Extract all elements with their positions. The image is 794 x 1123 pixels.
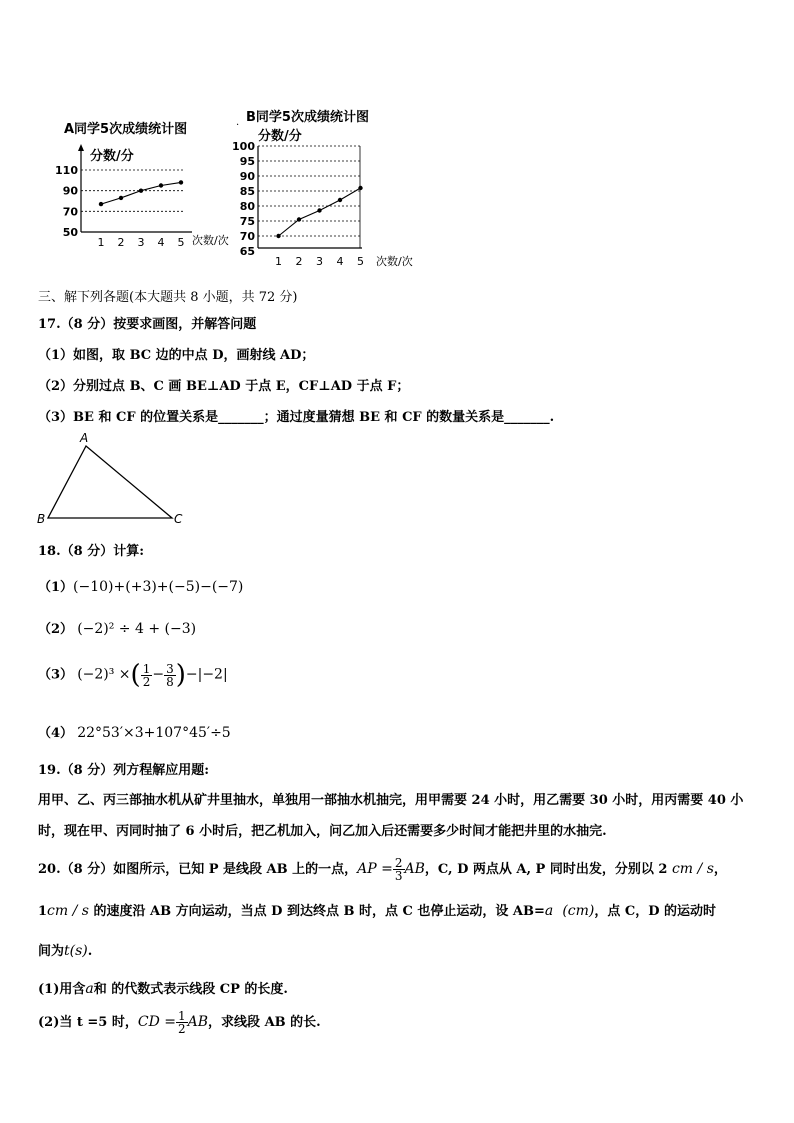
chart-b-ytick-label: 75: [239, 215, 255, 228]
chart-a-xtick-label: 4: [157, 236, 165, 248]
chart-a-xtick-label: 3: [137, 236, 145, 248]
q20-l2-text: 的速度沿 AB 方向运动，当点 D 到达终点 B 时，点 C 也停止运动，设 AB=: [93, 904, 545, 919]
q20-part2: [38, 1010, 321, 1035]
chart-b-data-point: [338, 198, 342, 202]
chart-a-ytick-label: 50: [62, 226, 78, 239]
q20-l2-num: 1: [38, 904, 48, 919]
q20-l3-end: .: [87, 944, 93, 959]
chart-a-ylabel: 分数/分: [90, 149, 134, 164]
chart-b-ytick-label: 85: [239, 185, 255, 198]
chart-b-ytick-label: 80: [239, 200, 255, 213]
q20-ap: AP =: [357, 861, 393, 877]
chart-a-data-point: [119, 196, 123, 200]
chart-b-title: B同学5次成绩统计图: [246, 110, 369, 125]
q20-line1-end: ，: [713, 862, 727, 877]
q18-item1-number: （1）: [38, 580, 74, 595]
q18-item3-rparen: ): [175, 660, 186, 690]
q20-frac: [393, 857, 405, 882]
chart-a-data-point: [159, 183, 163, 187]
q20-half-den: 2: [178, 1022, 186, 1036]
chart-a: [52, 138, 242, 248]
q20-frac-num: 2: [394, 856, 403, 870]
q20-line1-rest: ，C, D 两点从 A, P 同时出发，分别以 2: [424, 862, 668, 877]
q20-half-frac: [176, 1010, 188, 1035]
q20-line2: [38, 900, 716, 919]
chart-b-ytick-label: 95: [239, 155, 255, 168]
chart-b-data-point: [317, 208, 321, 212]
chart-b-ytick-label: 70: [239, 230, 255, 243]
q20-p1-var: a: [85, 981, 94, 997]
q20-line1: [38, 857, 727, 882]
chart-b-xtick-label: 1: [275, 255, 282, 268]
chart-a-xtick-label: 1: [97, 236, 105, 248]
triangle-shape: [48, 446, 172, 518]
chart-b-data-point: [297, 217, 301, 221]
q20-cm: (cm): [562, 903, 595, 919]
q18-item2-number: （2）: [38, 622, 74, 637]
q20-frac-den: 3: [394, 869, 403, 883]
q20-heading: 20.（8 分）如图所示，已知 P 是线段 AB 上的一点，: [38, 862, 358, 877]
chart-a-title: A同学5次成绩统计图: [64, 122, 188, 137]
chart-a-series-line: [101, 182, 181, 204]
q18-item4-expression: 22°53′×3+107°45′÷5: [77, 725, 231, 741]
chart-b-data-point: [358, 186, 362, 190]
frac1-denominator: 2: [142, 674, 151, 689]
chart-b-ytick-label: 90: [239, 170, 255, 183]
vertex-a-label: A: [80, 431, 89, 445]
q20-l2-end: ，点 C，D 的运动时: [594, 904, 717, 919]
chart-b: [228, 124, 428, 270]
q20-a-var: a: [544, 903, 554, 919]
q17-part2: （2）分别过点 B、C 画 BE⊥AD 于点 E，CF⊥AD 于点 F；: [38, 379, 410, 394]
chart-a-data-point: [99, 202, 103, 206]
chart-a-ytick-label: 70: [62, 205, 78, 219]
chart-b-ytick-label: 65: [239, 245, 255, 258]
chart-a-yaxis-arrow: [78, 144, 84, 151]
q19-body: 用甲、乙、丙三部抽水机从矿井里抽水，单独用一部抽水机抽完，用甲需要 24 小时，用乙需要 30 小时，用丙需要 40 小时，现在甲、丙同时抽了 6 小时后，把乙机加入，问乙加入后还需要多少时间才能把井里的水抽完.: [38, 793, 744, 839]
q17-heading: 17.（8 分）按要求画图，并解答问题: [38, 317, 257, 332]
q20-ab2: AB: [187, 1014, 209, 1030]
q18-item3-number: （3）: [38, 667, 74, 683]
q18-item3-expr-a: (−2)³ ×: [77, 666, 131, 683]
q18-item4: [38, 722, 231, 741]
vertex-c-label: C: [174, 512, 183, 526]
q17-part3: （3）BE 和 CF 的位置关系是_______；通过度量猜想 BE 和 CF 的数量关系是_______.: [38, 410, 555, 425]
dot-mark: .: [236, 117, 240, 128]
section-header: 三、解下列各题(本大题共 8 小题，共 72 分): [38, 290, 298, 305]
q20-l3-text: 间为: [38, 944, 65, 959]
q20-p2-a: (2)当 t =5 时，: [38, 1015, 138, 1030]
chart-a-data-point: [179, 180, 183, 184]
q20-unit1: cm / s: [671, 861, 714, 877]
q20-p1-a: (1)用含: [38, 982, 86, 997]
q18-item3-lparen: (: [130, 660, 141, 690]
q17-part1: （1）如图，取 BC 边的中点 D，画射线 AD；: [38, 348, 315, 363]
chart-b-ylabel: 分数/分: [258, 129, 302, 144]
q20-half-num: 1: [178, 1009, 186, 1023]
q20-part1: [38, 978, 288, 997]
chart-b-xtick-label: 2: [295, 255, 303, 268]
q20-p2-b: ，求线段 AB 的长.: [208, 1015, 321, 1030]
chart-a-xtick-label: 5: [177, 236, 185, 248]
q20-line3: [38, 940, 92, 959]
vertex-b-label: B: [37, 512, 46, 526]
q18-item3-frac1: [141, 663, 153, 688]
chart-b-ytick-label: 100: [232, 140, 255, 153]
q18-item2-expression: (−2)² ÷ 4 + (−3): [77, 621, 197, 637]
chart-a-xlabel: 次数/次: [192, 234, 229, 247]
q18-item1-expression: (−10)+(+3)+(−5)−(−7): [73, 579, 244, 595]
triangle-abc: [34, 430, 194, 530]
q20-unit2: cm / s: [47, 903, 89, 919]
q18-item3: [38, 660, 228, 690]
chart-a-data-point: [139, 188, 143, 192]
chart-a-ytick-label: 90: [62, 184, 78, 198]
q18-item3-expr-c: −|−2|: [185, 666, 228, 683]
frac1-numerator: 1: [142, 661, 151, 676]
chart-b-xtick-label: 4: [336, 255, 344, 268]
q19-heading: 19.（8 分）列方程解应用题:: [38, 763, 209, 778]
frac2-denominator: 8: [166, 674, 174, 689]
q20-cd: CD =: [137, 1014, 176, 1030]
frac2-numerator: 3: [166, 661, 174, 676]
q18-item2: [38, 618, 196, 637]
q18-item4-number: （4）: [38, 726, 74, 741]
q20-t-var: t(s): [64, 943, 88, 959]
chart-b-data-point: [276, 234, 280, 238]
chart-a-ytick-label: 110: [55, 164, 78, 177]
q18-heading: 18.（8 分）计算:: [38, 544, 144, 559]
q18-item3-frac2: [164, 663, 176, 688]
q18-item3-minus: −: [152, 666, 165, 683]
chart-b-xtick-label: 5: [357, 255, 364, 268]
q20-ab: AB: [404, 861, 425, 877]
chart-b-xtick-label: 3: [316, 255, 323, 268]
chart-b-xlabel: 次数/次: [376, 255, 413, 268]
q18-item1: [38, 576, 243, 595]
chart-a-xtick-label: 2: [117, 236, 125, 248]
q20-p1-b: 和 的代数式表示线段 CP 的长度.: [93, 982, 288, 997]
